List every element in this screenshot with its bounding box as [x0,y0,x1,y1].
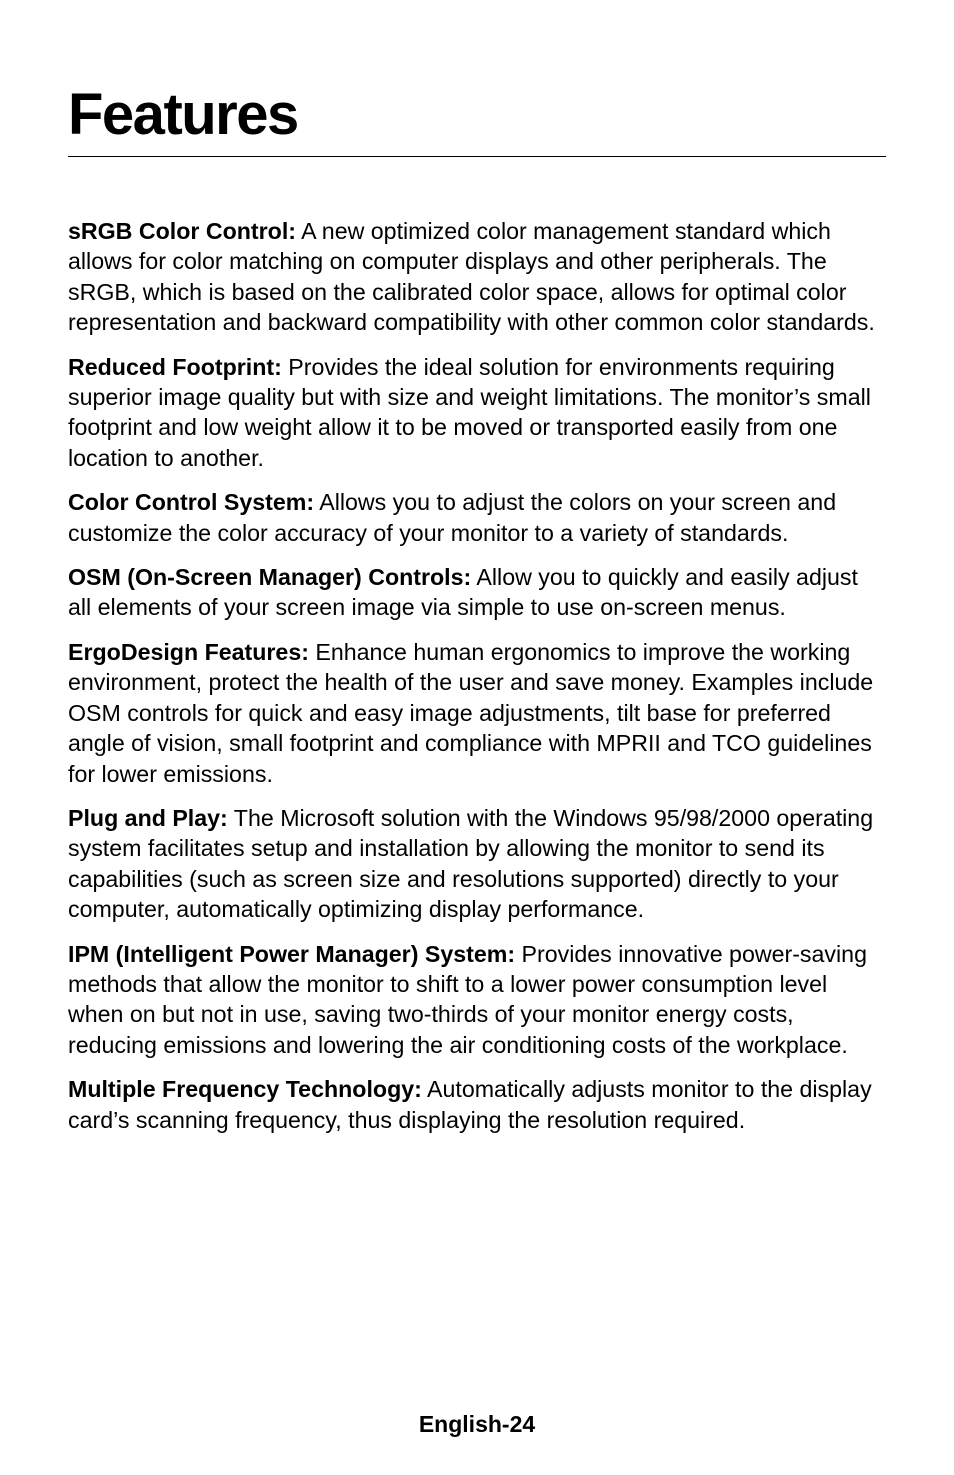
feature-term: Reduced Footprint: [68,353,282,380]
feature-osm-controls [68,562,886,623]
feature-multiple-frequency [68,1074,886,1135]
feature-description: Allow you to quickly and easily adjust all elements of your screen image via simple to use on-screen menus. [68,564,858,621]
page-number: English-24 [418,1411,536,1437]
feature-term: IPM (Intelligent Power Manager) System: [68,940,516,967]
page-title: Features [68,82,298,147]
feature-term: Color Control System: [68,489,315,516]
feature-term: sRGB Color Control: [68,218,296,244]
feature-term: Multiple Frequency Technology: [68,1076,422,1103]
feature-description: The Microsoft solution with the Windows 95/98/2000 operating system facilitates setup and installation by allowing the monitor to send its capabilities (such as screen size and resolutions supported) directly to your computer, automatically optimizing display performance. [68,804,874,923]
feature-description: Provides the ideal solution for environments requiring superior image quality but with size and weight limitations. The monitor’s small footprint and low weight allow it to be moved or transported easily from one location to another. [68,353,871,471]
feature-description: Provides innovative power-saving methods that allow the monitor to shift to a lower power consumption level when on but not in use, saving two-thirds of your monitor energy costs, reducing emissions and lowering the air conditioning costs of the workplace. [68,940,867,1058]
feature-term: Plug and Play: [68,804,228,831]
feature-description: A new optimized color management standard which allows for color matching on computer displays and other peripherals. The sRGB, which is based on the calibrated color space, allows for optimal color representation and backward compatibility with other common color standards. [68,218,875,336]
feature-description: Enhance human ergonomics to improve the working environment, protect the health of the user and save money. Examples include OSM controls for quick and easy image adjustments, tilt base for preferred angle of vision, small footprint and compliance with MPRII and TCO guidelines for lower emissions. [68,638,874,787]
feature-term: OSM (On-Screen Manager) Controls: [68,564,472,591]
feature-ergodesign [68,637,886,789]
feature-ipm-system [68,939,886,1061]
feature-description: Automatically adjusts monitor to the display card’s scanning frequency, thus displaying the resolution required. [68,1076,872,1133]
feature-srgb-color-control [68,216,886,338]
feature-reduced-footprint [68,352,886,474]
title-divider [68,156,886,157]
feature-plug-and-play [68,803,886,925]
feature-color-control-system [68,487,886,548]
feature-list [68,216,886,1149]
feature-description: Allows you to adjust the colors on your screen and customize the color accuracy of your monitor to a variety of standards. [68,489,837,546]
feature-term: ErgoDesign Features: [68,638,309,665]
